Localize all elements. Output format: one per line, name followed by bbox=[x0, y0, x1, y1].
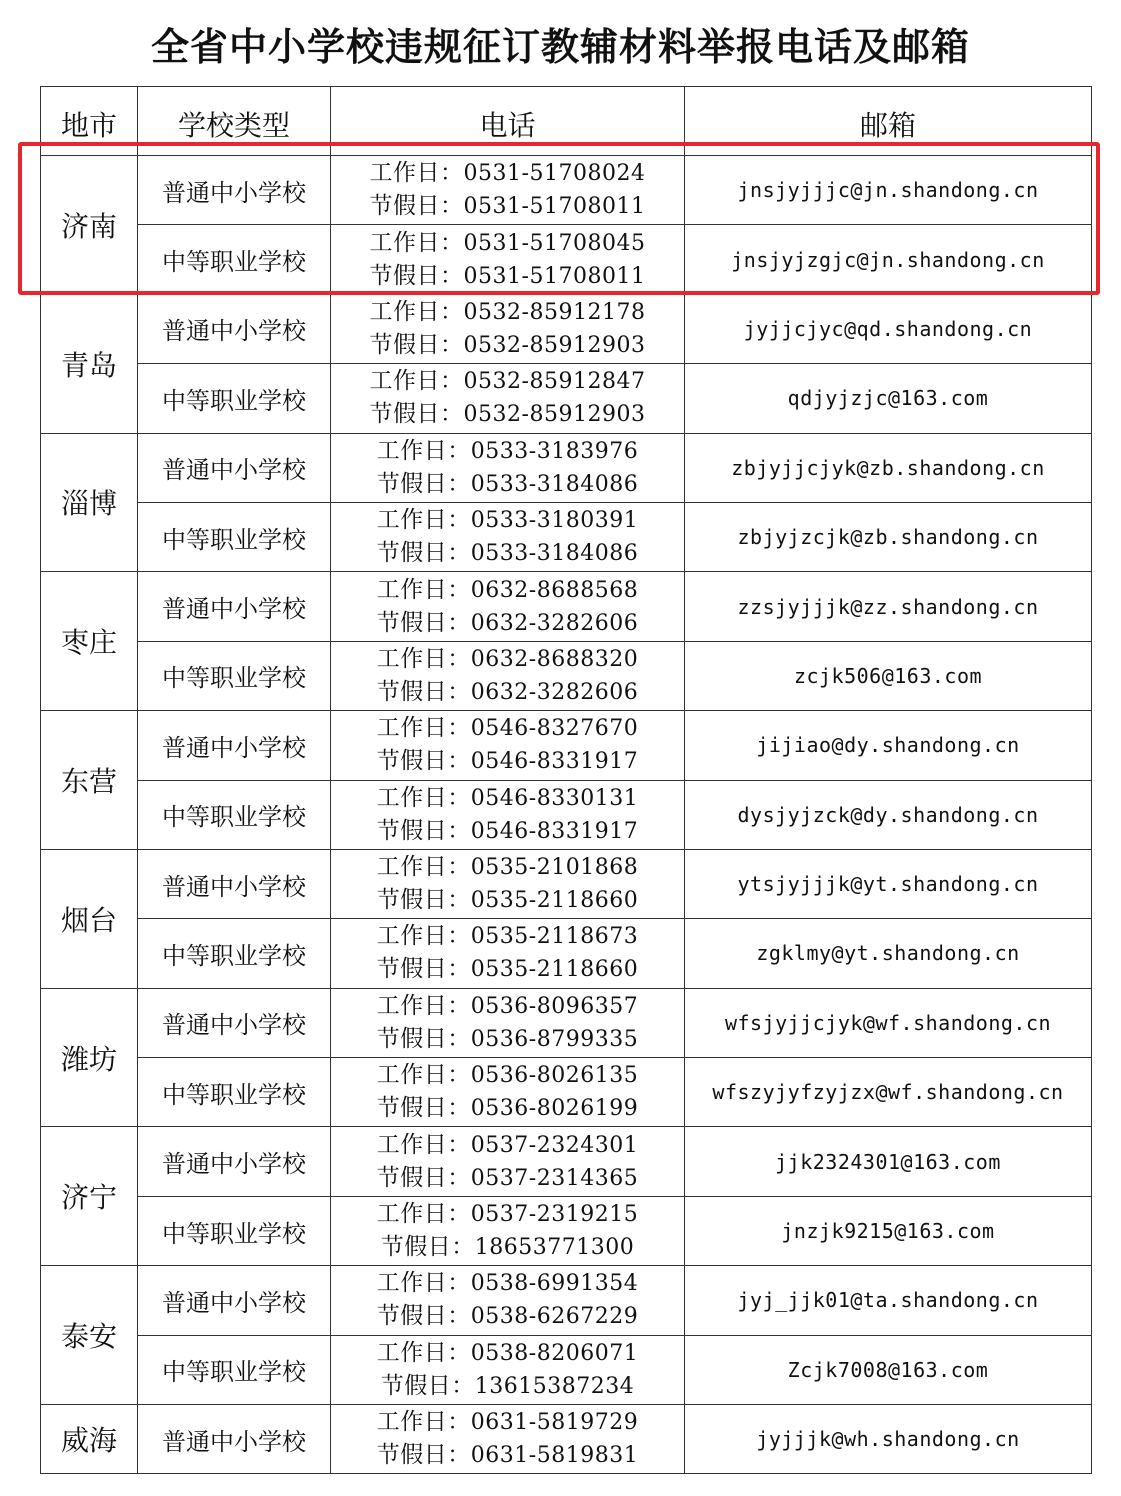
workday-phone bbox=[331, 712, 684, 745]
workday-number: 0537-2319215 bbox=[470, 1202, 639, 1228]
workday-number: 0533-3180391 bbox=[470, 508, 639, 534]
school-type-cell: 中等职业学校 bbox=[138, 641, 331, 710]
workday-number: 0536-8026135 bbox=[470, 1063, 639, 1089]
phone-cell bbox=[331, 1127, 685, 1196]
table-row bbox=[41, 641, 1092, 710]
holiday-label: 节假日： bbox=[376, 1442, 471, 1469]
workday-number: 0532-85912178 bbox=[463, 299, 646, 325]
holiday-number: 0533-3184086 bbox=[470, 471, 639, 497]
workday-number: 0537-2324301 bbox=[470, 1132, 639, 1158]
workday-label: 工作日： bbox=[376, 1062, 471, 1089]
holiday-label: 节假日： bbox=[376, 748, 471, 775]
workday-label: 工作日： bbox=[376, 507, 471, 534]
holiday-label: 节假日： bbox=[376, 678, 471, 705]
workday-phone bbox=[331, 574, 684, 607]
workday-label: 工作日： bbox=[376, 1201, 471, 1228]
page-title: 全省中小学校违规征订教辅材料举报电话及邮箱 bbox=[150, 25, 970, 69]
city-cell: 济宁 bbox=[41, 1127, 138, 1266]
phone-cell bbox=[331, 1335, 685, 1404]
holiday-phone bbox=[331, 607, 684, 640]
phone-cell bbox=[331, 1266, 685, 1335]
email-cell: jnzjk9215@163.com bbox=[685, 1196, 1092, 1265]
holiday-phone bbox=[331, 190, 684, 223]
school-type-cell: 普通中小学校 bbox=[138, 711, 331, 780]
table-row bbox=[41, 1335, 1092, 1404]
school-type-cell: 普通中小学校 bbox=[138, 1127, 331, 1196]
email-cell: wfsjyjjcjyk@wf.shandong.cn bbox=[685, 988, 1092, 1057]
holiday-label: 节假日： bbox=[376, 956, 471, 983]
holiday-phone bbox=[331, 329, 684, 362]
city-cell: 烟台 bbox=[41, 849, 138, 988]
workday-label: 工作日： bbox=[376, 576, 471, 603]
email-cell: jnsjyjzgjc@jn.shandong.cn bbox=[685, 225, 1092, 294]
workday-label: 工作日： bbox=[376, 992, 471, 1019]
holiday-label: 节假日： bbox=[376, 817, 471, 844]
workday-label: 工作日： bbox=[376, 437, 471, 464]
header-email: 邮箱 bbox=[685, 87, 1092, 156]
holiday-number: 0537-2314365 bbox=[470, 1165, 639, 1191]
school-type-cell: 中等职业学校 bbox=[138, 1335, 331, 1404]
holiday-number: 0536-8026199 bbox=[470, 1096, 639, 1122]
holiday-number: 0532-85912903 bbox=[463, 402, 646, 428]
email-cell: jnsjyjjjc@jn.shandong.cn bbox=[685, 156, 1092, 225]
phone-cell bbox=[331, 919, 685, 988]
phone-cell bbox=[331, 156, 685, 225]
holiday-phone bbox=[331, 676, 684, 709]
holiday-number: 0531-51708011 bbox=[463, 263, 646, 289]
email-cell: Zcjk7008@163.com bbox=[685, 1335, 1092, 1404]
phone-cell bbox=[331, 572, 685, 641]
workday-phone bbox=[331, 643, 684, 676]
holiday-label: 节假日： bbox=[376, 609, 471, 636]
phone-cell bbox=[331, 780, 685, 849]
header-phone: 电话 bbox=[331, 87, 685, 156]
table-row bbox=[41, 1266, 1092, 1335]
school-type-cell: 普通中小学校 bbox=[138, 156, 331, 225]
workday-label: 工作日： bbox=[369, 160, 464, 187]
table-row bbox=[41, 433, 1092, 502]
city-cell: 济南 bbox=[41, 156, 138, 295]
table-row bbox=[41, 364, 1092, 433]
phone-cell bbox=[331, 1196, 685, 1265]
workday-label: 工作日： bbox=[376, 1409, 471, 1436]
workday-label: 工作日： bbox=[369, 298, 464, 325]
header-city: 地市 bbox=[41, 87, 138, 156]
workday-phone bbox=[331, 782, 684, 815]
holiday-number: 0632-3282606 bbox=[470, 610, 639, 636]
holiday-label: 节假日： bbox=[376, 1095, 471, 1122]
table-row bbox=[41, 849, 1092, 918]
holiday-number: 13615387234 bbox=[474, 1373, 635, 1399]
workday-label: 工作日： bbox=[376, 1270, 471, 1297]
holiday-label: 节假日： bbox=[376, 470, 471, 497]
school-type-cell: 中等职业学校 bbox=[138, 780, 331, 849]
table-row bbox=[41, 919, 1092, 988]
email-cell: zzsjyjjjk@zz.shandong.cn bbox=[685, 572, 1092, 641]
workday-number: 0531-51708024 bbox=[463, 161, 646, 187]
table-row bbox=[41, 780, 1092, 849]
workday-label: 工作日： bbox=[376, 854, 471, 881]
phone-cell bbox=[331, 849, 685, 918]
hotline-table bbox=[40, 86, 1092, 1474]
workday-phone bbox=[331, 227, 684, 260]
workday-phone bbox=[331, 1129, 684, 1162]
workday-phone bbox=[331, 296, 684, 329]
email-cell: zbjyjjcjyk@zb.shandong.cn bbox=[685, 433, 1092, 502]
school-type-cell: 普通中小学校 bbox=[138, 572, 331, 641]
workday-label: 工作日： bbox=[376, 1339, 471, 1366]
table-row bbox=[41, 1127, 1092, 1196]
workday-label: 工作日： bbox=[376, 923, 471, 950]
workday-phone bbox=[331, 1198, 684, 1231]
holiday-label: 节假日： bbox=[376, 1025, 471, 1052]
phone-cell bbox=[331, 641, 685, 710]
holiday-phone bbox=[331, 1300, 684, 1333]
holiday-label: 节假日： bbox=[369, 331, 464, 358]
header-row bbox=[41, 87, 1092, 156]
holiday-phone bbox=[331, 1092, 684, 1125]
holiday-phone bbox=[331, 260, 684, 293]
workday-number: 0546-8330131 bbox=[470, 785, 639, 811]
table-row bbox=[41, 225, 1092, 294]
school-type-cell: 普通中小学校 bbox=[138, 988, 331, 1057]
workday-number: 0536-8096357 bbox=[470, 993, 639, 1019]
email-cell: qdjyjzjc@163.com bbox=[685, 364, 1092, 433]
holiday-label: 节假日： bbox=[380, 1372, 475, 1399]
city-cell: 泰安 bbox=[41, 1266, 138, 1405]
table-row bbox=[41, 156, 1092, 225]
city-cell: 潍坊 bbox=[41, 988, 138, 1127]
holiday-phone bbox=[331, 1023, 684, 1056]
holiday-phone bbox=[331, 815, 684, 848]
email-cell: dysjyjzck@dy.shandong.cn bbox=[685, 780, 1092, 849]
holiday-phone bbox=[331, 884, 684, 917]
holiday-label: 节假日： bbox=[376, 1164, 471, 1191]
school-type-cell: 普通中小学校 bbox=[138, 849, 331, 918]
city-cell: 威海 bbox=[41, 1405, 138, 1474]
workday-phone bbox=[331, 1059, 684, 1092]
workday-phone bbox=[331, 504, 684, 537]
holiday-phone bbox=[331, 1370, 684, 1403]
email-cell: zcjk506@163.com bbox=[685, 641, 1092, 710]
holiday-number: 0546-8331917 bbox=[470, 818, 639, 844]
holiday-number: 0535-2118660 bbox=[470, 888, 639, 914]
workday-number: 0535-2118673 bbox=[470, 924, 639, 950]
holiday-number: 0538-6267229 bbox=[470, 1304, 639, 1330]
holiday-phone bbox=[331, 1439, 684, 1472]
holiday-phone bbox=[331, 953, 684, 986]
phone-cell bbox=[331, 225, 685, 294]
workday-number: 0631-5819729 bbox=[470, 1410, 639, 1436]
holiday-number: 0532-85912903 bbox=[463, 332, 646, 358]
workday-number: 0538-8206071 bbox=[470, 1340, 639, 1366]
table-row bbox=[41, 711, 1092, 780]
city-cell: 枣庄 bbox=[41, 572, 138, 711]
workday-number: 0632-8688320 bbox=[470, 646, 639, 672]
workday-label: 工作日： bbox=[369, 229, 464, 256]
table-row bbox=[41, 988, 1092, 1057]
holiday-label: 节假日： bbox=[376, 887, 471, 914]
workday-number: 0535-2101868 bbox=[470, 855, 639, 881]
table-row bbox=[41, 294, 1092, 363]
phone-cell bbox=[331, 1058, 685, 1127]
phone-cell bbox=[331, 988, 685, 1057]
holiday-phone bbox=[331, 745, 684, 778]
workday-phone bbox=[331, 920, 684, 953]
city-cell: 淄博 bbox=[41, 433, 138, 572]
holiday-phone bbox=[331, 1162, 684, 1195]
holiday-phone bbox=[331, 398, 684, 431]
table-row bbox=[41, 1405, 1092, 1474]
email-cell: zgklmy@yt.shandong.cn bbox=[685, 919, 1092, 988]
holiday-number: 0632-3282606 bbox=[470, 679, 639, 705]
holiday-label: 节假日： bbox=[369, 193, 464, 220]
holiday-number: 0546-8331917 bbox=[470, 749, 639, 775]
workday-phone bbox=[331, 990, 684, 1023]
email-cell: jyj_jjk01@ta.shandong.cn bbox=[685, 1266, 1092, 1335]
table-row bbox=[41, 572, 1092, 641]
holiday-label: 节假日： bbox=[369, 401, 464, 428]
workday-phone bbox=[331, 1337, 684, 1370]
workday-number: 0632-8688568 bbox=[470, 577, 639, 603]
email-cell: jijiao@dy.shandong.cn bbox=[685, 711, 1092, 780]
holiday-phone bbox=[331, 1231, 684, 1264]
workday-phone bbox=[331, 1267, 684, 1300]
holiday-number: 0536-8799335 bbox=[470, 1026, 639, 1052]
workday-phone bbox=[331, 157, 684, 190]
school-type-cell: 中等职业学校 bbox=[138, 1058, 331, 1127]
phone-cell bbox=[331, 502, 685, 571]
table-header bbox=[41, 87, 1092, 156]
workday-phone bbox=[331, 1406, 684, 1439]
holiday-phone bbox=[331, 468, 684, 501]
workday-phone bbox=[331, 365, 684, 398]
holiday-number: 18653771300 bbox=[474, 1235, 635, 1261]
table-body bbox=[41, 156, 1092, 1474]
holiday-label: 节假日： bbox=[376, 540, 471, 567]
workday-label: 工作日： bbox=[376, 715, 471, 742]
phone-cell bbox=[331, 364, 685, 433]
holiday-number: 0631-5819831 bbox=[470, 1443, 639, 1469]
school-type-cell: 中等职业学校 bbox=[138, 1196, 331, 1265]
holiday-number: 0533-3184086 bbox=[470, 541, 639, 567]
holiday-number: 0535-2118660 bbox=[470, 957, 639, 983]
table-row bbox=[41, 1196, 1092, 1265]
phone-cell bbox=[331, 294, 685, 363]
header-school-type: 学校类型 bbox=[138, 87, 331, 156]
email-cell: jyjjcjyc@qd.shandong.cn bbox=[685, 294, 1092, 363]
phone-cell bbox=[331, 711, 685, 780]
email-cell: ytsjyjjjk@yt.shandong.cn bbox=[685, 849, 1092, 918]
school-type-cell: 中等职业学校 bbox=[138, 919, 331, 988]
email-cell: zbjyjzcjk@zb.shandong.cn bbox=[685, 502, 1092, 571]
table-row bbox=[41, 1058, 1092, 1127]
workday-phone bbox=[331, 851, 684, 884]
table-row bbox=[41, 502, 1092, 571]
workday-label: 工作日： bbox=[376, 1131, 471, 1158]
workday-label: 工作日： bbox=[376, 784, 471, 811]
school-type-cell: 普通中小学校 bbox=[138, 1405, 331, 1474]
workday-number: 0538-6991354 bbox=[470, 1271, 639, 1297]
workday-number: 0546-8327670 bbox=[470, 716, 639, 742]
school-type-cell: 中等职业学校 bbox=[138, 364, 331, 433]
workday-number: 0532-85912847 bbox=[463, 369, 646, 395]
email-cell: jyjjjk@wh.shandong.cn bbox=[685, 1405, 1092, 1474]
city-cell: 东营 bbox=[41, 711, 138, 850]
school-type-cell: 中等职业学校 bbox=[138, 225, 331, 294]
workday-label: 工作日： bbox=[369, 368, 464, 395]
school-type-cell: 中等职业学校 bbox=[138, 502, 331, 571]
holiday-label: 节假日： bbox=[380, 1234, 475, 1261]
phone-cell bbox=[331, 433, 685, 502]
school-type-cell: 普通中小学校 bbox=[138, 433, 331, 502]
holiday-phone bbox=[331, 537, 684, 570]
workday-number: 0531-51708045 bbox=[463, 230, 646, 256]
workday-label: 工作日： bbox=[376, 645, 471, 672]
school-type-cell: 普通中小学校 bbox=[138, 1266, 331, 1335]
school-type-cell: 普通中小学校 bbox=[138, 294, 331, 363]
holiday-label: 节假日： bbox=[369, 262, 464, 289]
email-cell: jjk2324301@163.com bbox=[685, 1127, 1092, 1196]
holiday-label: 节假日： bbox=[376, 1303, 471, 1330]
workday-phone bbox=[331, 435, 684, 468]
holiday-number: 0531-51708011 bbox=[463, 194, 646, 220]
workday-number: 0533-3183976 bbox=[470, 438, 639, 464]
phone-cell bbox=[331, 1405, 685, 1474]
email-cell: wfszyjyfzyjzx@wf.shandong.cn bbox=[685, 1058, 1092, 1127]
city-cell: 青岛 bbox=[41, 294, 138, 433]
